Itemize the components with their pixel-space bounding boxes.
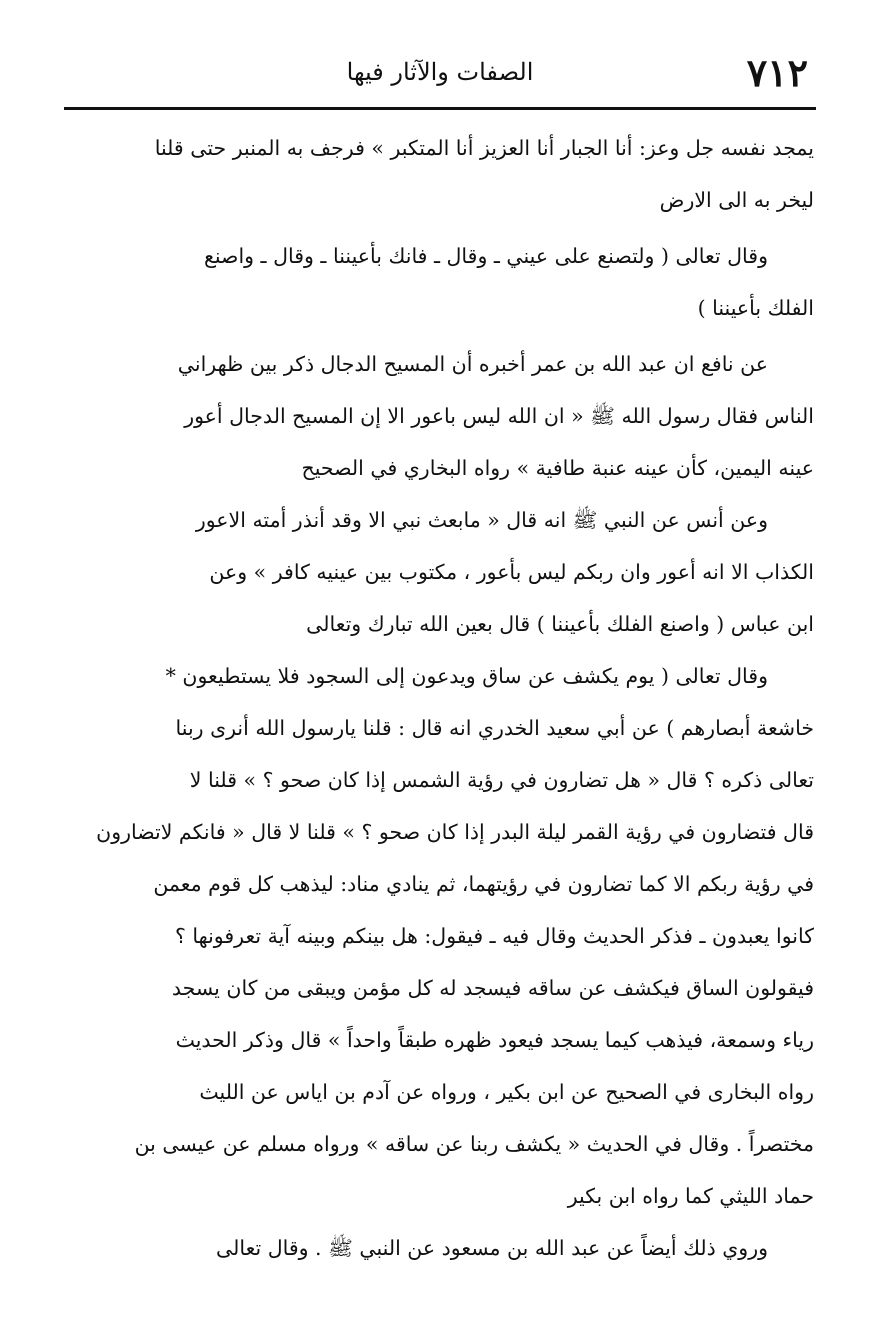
text-line: في رؤية ربكم الا كما تضارون في رؤيتهما، ثم ينادي مناد: ليذهب كل قوم معمن — [153, 872, 814, 896]
header-rule — [64, 107, 816, 110]
text-line: وقال تعالى ( يوم يكشف عن ساق ويدعون إلى السجود فلا يستطيعون * — [165, 664, 768, 688]
text-line: وروي ذلك أيضاً عن عبد الله بن مسعود عن النبي ﷺ . وقال تعالى — [216, 1236, 768, 1260]
body-text — [62, 122, 814, 1274]
text-line: رواه البخارى في الصحيح عن ابن بكير ، ورواه عن آدم بن اياس عن الليث — [199, 1080, 814, 1104]
text-line: الكذاب الا انه أعور وان ربكم ليس بأعور ، مكتوب بين عينيه كافر » وعن — [209, 560, 814, 584]
text-line: عينه اليمين، كأن عينه عنبة طافية » رواه البخاري في الصحيح — [301, 456, 814, 480]
page-number: ٧١٢ — [746, 50, 808, 95]
text-line: ابن عباس ( واصنع الفلك بأعيننا ) قال بعين الله تبارك وتعالى — [306, 612, 814, 636]
text-line: قال فتضارون في رؤية القمر ليلة البدر إذا كان صحو ؟ » قلنا لا قال « فانكم لاتضارون — [96, 820, 814, 844]
text-line: الناس فقال رسول الله ﷺ « ان الله ليس باعور الا إن المسيح الدجال أعور — [184, 404, 814, 428]
text-line: رياء وسمعة، فيذهب كيما يسجد فيعود ظهره طبقاً واحداً » قال وذكر الحديث — [175, 1028, 814, 1052]
running-title: الصفات والآثار فيها — [346, 58, 534, 86]
text-line: يمجد نفسه جل وعز: أنا الجبار أنا العزيز أنا المتكبر » فرجف به المنبر حتى قلنا — [154, 136, 814, 160]
text-line: ليخر به الى الارض — [659, 188, 814, 212]
text-line: الفلك بأعيننا ) — [697, 296, 814, 320]
text-line: حماد الليثي كما رواه ابن بكير — [567, 1184, 814, 1208]
text-line: تعالى ذكره ؟ قال « هل تضارون في رؤية الشمس إذا كان صحو ؟ » قلنا لا — [189, 768, 814, 792]
page-header — [64, 48, 816, 108]
text-line: عن نافع ان عبد الله بن عمر أخبره أن المسيح الدجال ذكر بين ظهراني — [177, 352, 768, 376]
text-line: كانوا يعبدون ـ فذكر الحديث وقال فيه ـ فيقول: هل بينكم وبينه آية تعرفونها ؟ — [174, 924, 814, 948]
text-line: وقال تعالى ( ولتصنع على عيني ـ وقال ـ فانك بأعيننا ـ وقال ـ واصنع — [203, 244, 768, 268]
text-line: فيقولون الساق فيكشف عن ساقه فيسجد له كل مؤمن ويبقى من كان يسجد — [171, 976, 814, 1000]
text-line: وعن أنس عن النبي ﷺ انه قال « مابعث نبي الا وقد أنذر أمته الاعور — [195, 508, 768, 532]
text-line: مختصراً . وقال في الحديث « يكشف ربنا عن ساقه » ورواه مسلم عن عيسى بن — [134, 1132, 814, 1156]
text-line: خاشعة أبصارهم ) عن أبي سعيد الخدري انه قال : قلنا يارسول الله أنرى ربنا — [175, 716, 814, 740]
